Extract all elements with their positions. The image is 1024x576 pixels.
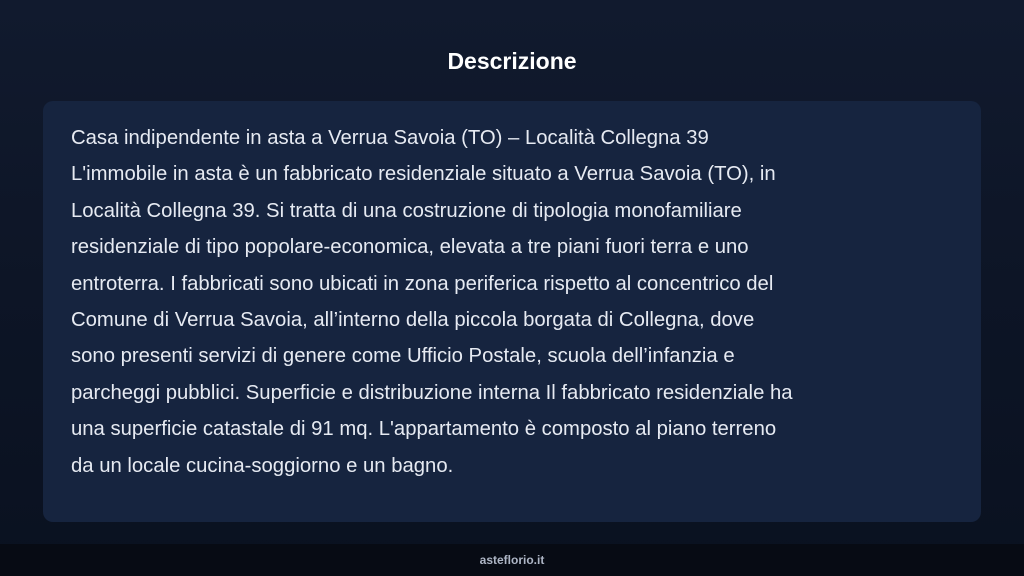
description-text: Casa indipendente in asta a Verrua Savoia (TO) – Località Collegna 39 L'immobile in asta è un fabbricato residenziale situato a Verrua Savoia (TO), in Località Collegna 39. Si tratta di una costruzione di tipologia monofamiliare residenziale di tipo popolare-economica, elevata a tre piani fuori terra e uno entroterra. I fabbricati sono ubicati in zona periferica rispetto al concentrico del Comune di Verrua Savoia, all’interno della piccola borgata di Collegna, dove sono presenti servizi di genere come Ufficio Postale, scuola dell’infanzia e parcheggi pubblici. Superficie e distribuzione interna Il fabbricato residenziale ha una superficie catastale di 91 mq. L'appartamento è composto al piano terreno da un locale cucina-soggiorno e un bagno. (71, 127, 793, 477)
footer-site-label: asteflorio.it (479, 553, 545, 567)
description-card (43, 101, 981, 522)
page-title: Descrizione (447, 48, 577, 74)
footer-bar (0, 544, 1024, 576)
